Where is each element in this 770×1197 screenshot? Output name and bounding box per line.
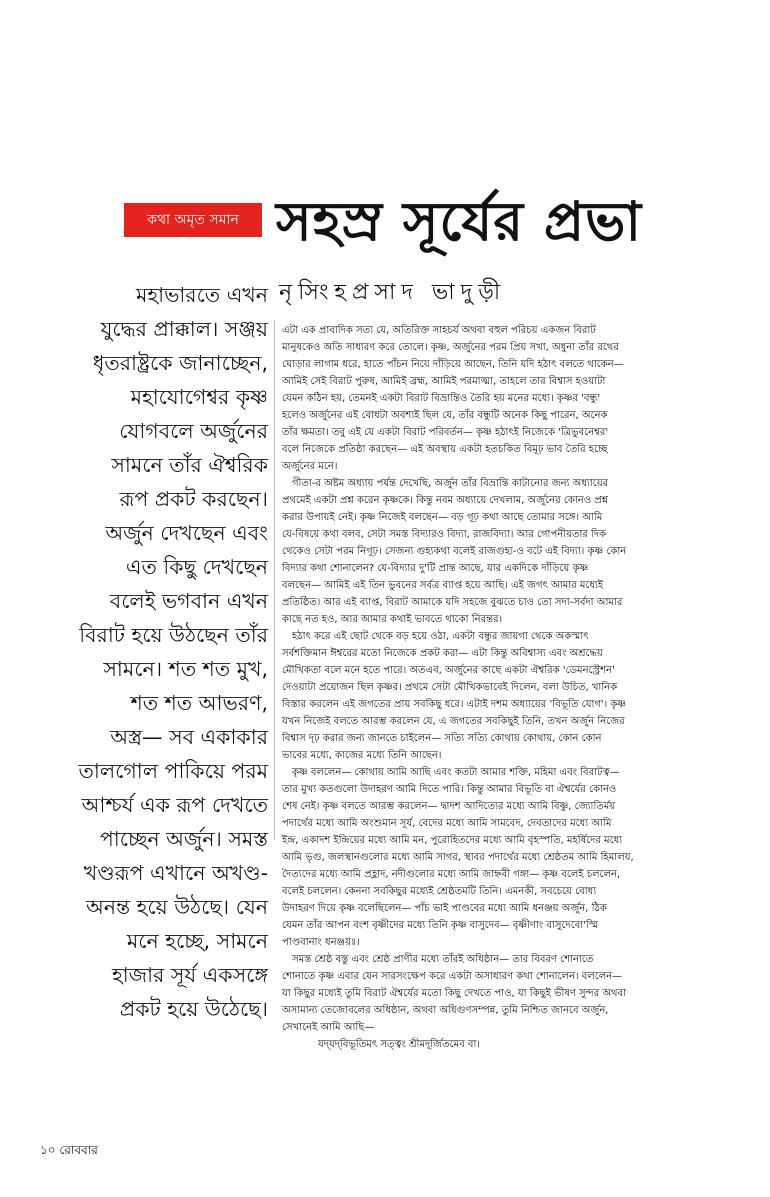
pull-quote-line: মহাভারতে এখন bbox=[135, 283, 268, 307]
pull-quote-line: রূপ প্রকট করছেন। bbox=[119, 487, 268, 511]
pull-quote-line: বলেই ভগবান এখন bbox=[109, 589, 268, 613]
text-line: মানুষকেও অতি সাধারণ করে তোলে। কৃষ্ণ, অর্জুনের পরম প্রিয় সখা, অধুনা তাঁর রথের bbox=[282, 342, 619, 353]
text-line: দৈত্যদের মধ্যে আমি প্রহ্লাদ, নদীগুলোর মধ্যে আমি জাহ্নবী গঙ্গা— কৃষ্ণ বলেই চললেন, bbox=[282, 869, 621, 880]
paragraph bbox=[282, 322, 682, 475]
text-line: ভাবের মধ্যে, কাজের মধ্যে তিনি আছেন। bbox=[282, 750, 442, 761]
text-line: বলেই চললেন। কেননা সবকিছুর মধ্যেই শ্রেষ্ঠতমটি তিনি। এমনকী, সবচেয়ে বোধ্য bbox=[282, 886, 597, 897]
text-line: করার উপায়ই নেই। কৃষ্ণ নিজেই বলছেন— বড় গূঢ় কথা আছে তোমার সঙ্গে। আমি bbox=[282, 512, 603, 523]
text-line: যেমন তাঁর আপন বংশ বৃষ্ণীদের মধ্যে তিনি কৃষ্ণ বাসুদেব— বৃষ্ণীণাং বাসুদেবো'স্মি bbox=[282, 920, 598, 931]
text-line: কাছে নত হও, আর আমার কথাই ভাবতে থাকো নিরন্তর। bbox=[282, 614, 503, 625]
text-line: আমি ভৃগু, জলস্থানগুলোর মধ্যে আমি সাগর, স্থাবর পদার্থের মধ্যে শ্রেষ্ঠতম আমি হিমালয়, bbox=[282, 852, 634, 863]
pull-quote-line: সামনে তাঁর ঐশ্বরিক bbox=[111, 453, 268, 477]
pull-quote-line: শত শত আভরণ, bbox=[130, 691, 268, 715]
text-line: যেমন কঠিন হয়, তেমনই একটা বিরাট বিভ্রান্তিও তৈরি হয় মনের মধ্যে। কৃষ্ণর 'বন্ধু' bbox=[282, 393, 601, 404]
pull-quote-line: পাচ্ছেন অর্জুন। সমস্ত bbox=[99, 827, 268, 851]
pull-quote-line: তালগোল পাকিয়ে পরম bbox=[78, 759, 268, 783]
text-line: তার মুখ্য কতগুলো উদাহরণ আমি দিতে পারি। কিন্তু আমার বিভূতি বা ঐশ্বর্যের কোনও bbox=[282, 784, 617, 795]
column-divider bbox=[274, 320, 275, 840]
sanskrit-verse: যদ্‌যদ্‌বিভূতিমৎ সত্ত্বং শ্রীমদূর্জিতমেব বা। bbox=[318, 1039, 480, 1050]
pull-quote-line: অনন্ত হয়ে উঠছে। যেন bbox=[85, 895, 268, 919]
text-line: ইন্দ্র, একাদশ ইন্দ্রিয়ের মধ্যে আমি মন, পুরোহিতদের মধ্যে আমি বৃহস্পতি, মহর্ষিদের মধ্যে bbox=[282, 835, 623, 846]
text-line: পদার্থের মধ্যে আমি অংশুমান সূর্য, বেদের মধ্যে আমি সামবেদ, দেবতাদের মধ্যে আমি bbox=[282, 818, 612, 829]
text-line: আমিই সেই বিরাট পুরুষ, আমিই ব্রহ্ম, আমিই পরমাত্মা, তাহলে তার বিশ্বাস হওয়াটা bbox=[282, 376, 606, 387]
text-line: অর্জুনের মনে। bbox=[282, 461, 338, 472]
page-folio: ১০ রোববার bbox=[40, 1143, 98, 1157]
text-line: থেকেও সেটা পরম নিগূঢ়। সেজন্য গুহ্যকথা বলেই রাজগুহ্য-ও বটে এই বিদ্যা। কৃষ্ণ কোন bbox=[282, 546, 627, 557]
pull-quote-line: ধৃতরাষ্ট্রকে জানাচ্ছেন, bbox=[92, 351, 268, 375]
text-line: বিশ্বাস দৃঢ় করার জন্য জানতে চাইলেন— সত্যি সত্যি কোথায় কোথায়, কোন কোন bbox=[282, 733, 602, 744]
pull-quote-line: হাজার সূর্য একসঙ্গে bbox=[112, 963, 268, 987]
text-line: মৌখিকতা বলে মনে হতে পারে। অতএব, অর্জুনের কাছে একটা ঐশ্বরিক 'ডেমনস্ট্রেশন' bbox=[282, 665, 615, 676]
text-line: প্রথমেই একটা প্রশ্ন করেন কৃষ্ণকে। কিন্তু নবম অধ্যায়ে দেখলাম, অর্জুনের কোনও প্রশ্ন bbox=[282, 495, 609, 506]
paragraph bbox=[282, 628, 682, 764]
paragraph bbox=[282, 475, 682, 628]
text-line: হলেও অর্জুনের এই বোধটা অবশ্যই ছিল যে, তাঁর বন্ধুটি অনেক কিছু পারেন, অনেক bbox=[282, 410, 608, 421]
text-line: শোনাতে কৃষ্ণ এবার যেন সারসংক্ষেপ করে একটা অসাধারণ কথা শোনালেন। বললেন— bbox=[282, 971, 623, 982]
text-line: বলছেন— আমিই এই তিন ভুবনের সর্বত্র ব্যাপ্ত হয়ে আছি। এই জগৎ আমার মধ্যেই bbox=[282, 580, 604, 591]
paragraph bbox=[282, 951, 682, 1036]
text-line: যা কিছুর মধ্যেই তুমি বিরাট ঐশ্বর্যের মতো কিছু দেখতে পাও, যা কিছুই ভীষণ সুন্দর অথবা bbox=[282, 988, 626, 999]
pull-quote bbox=[40, 278, 268, 1021]
pull-quote-line: এত কিছু দেখছেন bbox=[125, 555, 268, 579]
pull-quote-line: আশ্চর্য এক রূপ দেখতে bbox=[81, 793, 268, 817]
text-line: উদাহরণ দিয়ে কৃষ্ণ বলেছিলেন— পাঁচ ভাই পাণ্ডবের মধ্যে আমি ধনঞ্জয় অর্জুন, ঠিক bbox=[282, 903, 607, 914]
article-body bbox=[282, 322, 682, 1082]
text-line: এটা এক প্রাবাদিক সত্য যে, অতিরিক্ত সাহচর্য অথবা বহুল পরিচয় একজন বিরাট bbox=[282, 325, 596, 336]
text-line: তাঁর ক্ষমতা। তবু এই যে একটা বিরাট পরিবর্তন— কৃষ্ণ হঠাৎই নিজেকে 'ত্রিভুবনেশ্বর' bbox=[282, 427, 609, 438]
text-line: সর্বশক্তিমান ঈশ্বরের মতো নিজেকে প্রকট করা— এটা কিন্তু অবিশ্বাস্য এবং অশ্রদ্ধেয় bbox=[282, 648, 603, 659]
text-line: যখন নিজেই বলতে আরম্ভ করলেন যে, এ জগতের সবকিছুই তিনি, তখন অর্জুন নিজের bbox=[282, 716, 625, 727]
text-line: বিদ্যার কথা শোনালেন? যে-বিদ্যার দু'টি প্রান্ত আছে, যার একদিকে দাঁড়িয়ে কৃষ্ণ bbox=[282, 563, 589, 574]
pull-quote-line: বিরাট হয়ে উঠছেন তাঁর bbox=[79, 623, 268, 647]
article-title: সহস্র সূর্যের প্রভা bbox=[276, 189, 643, 253]
text-line: বলে নিজেকে প্রতিষ্ঠা করছেন— এই অবস্থায় একটা হতচকিত বিমূঢ় ভাব তৈরি হচ্ছে bbox=[282, 444, 608, 455]
pull-quote-line: মনে হচ্ছে, সামনে bbox=[126, 929, 268, 953]
pull-quote-line: অর্জুন দেখছেন এবং bbox=[105, 521, 268, 545]
text-line: পাণ্ডবানাং ধনঞ্জয়ঃ। bbox=[282, 937, 360, 948]
text-line: ঘোড়ার লাগাম ধরে, হাতে পাঁচন নিয়ে দাঁড়িয়ে আছেন, তিনি যদি হঠাৎ বলতে থাকেন— bbox=[282, 359, 624, 370]
pull-quote-line: অস্ত্র— সব একাকার bbox=[110, 725, 268, 749]
pull-quote-line: প্রকট হয়ে উঠেছে। bbox=[119, 997, 268, 1021]
pull-quote-line: যোগবলে অর্জুনের bbox=[119, 419, 268, 443]
text-line: হঠাৎ করে এই ছোট থেকে বড় হয়ে ওঠা, একটা বন্ধুর জায়গা থেকে অকস্মাৎ bbox=[292, 631, 589, 642]
section-tag: কথা অমৃত সমান bbox=[124, 203, 262, 237]
text-line: সেখানেই আমি আছি— bbox=[282, 1022, 375, 1033]
text-line: গীতা-র অষ্টম অধ্যায় পর্যন্ত দেখেছি, অর্জুন তাঁর বিভ্রান্তি কাটানোর জন্য অধ্যায়ের bbox=[292, 478, 609, 489]
text-line: দেওয়াটা প্রয়োজন ছিল কৃষ্ণর। প্রথমে সেটা মৌখিকভাবেই দিলেন, বলা উচিত, খানিক bbox=[282, 682, 618, 693]
text-line: অসামান্য তেজোবলের অধিষ্ঠান, অথবা অধিগুণসম্পন্ন, তুমি নিশ্চিত জানবে অর্জুন, bbox=[282, 1005, 609, 1016]
paragraph bbox=[282, 764, 682, 951]
text-line: কৃষ্ণ বললেন— কোথায় আমি আছি এবং কতটা আমার শক্তি, মহিমা এবং বিরাটত্ব— bbox=[292, 767, 620, 778]
pull-quote-line: যুদ্ধের প্রাক্কাল। সঞ্জয় bbox=[100, 317, 268, 341]
author-byline: নৃসিংহপ্রসাদ ভাদুড়ী bbox=[279, 280, 507, 305]
text-line: শেষ নেই। কৃষ্ণ বলতে আরম্ভ করলেন— দ্বাদশ আদিত্যের মধ্যে আমি বিষ্ণু, জ্যোতির্ময় bbox=[282, 801, 616, 812]
text-line: বিস্তার করলেন এই জগতের প্রায় সবকিছু ধরে। এটাই দশম অধ্যায়ের 'বিভূতি যোগ'। কৃষ্ণ bbox=[282, 699, 627, 710]
pull-quote-line: খণ্ডরূপ এখানে অখণ্ড- bbox=[83, 861, 268, 885]
text-line: প্রতিষ্ঠিত। আর এই ব্যাপ্ত, বিরাট আমাকে যদি সহজে বুঝতে চাও তো সদা-সর্বদা আমার bbox=[282, 597, 623, 608]
text-line: সমস্ত শ্রেষ্ঠ বস্তু এবং শ্রেষ্ঠ প্রাণীর মধ্যে তাঁরই অধিষ্ঠান— তার বিবরণ শোনাতে bbox=[292, 954, 594, 965]
pull-quote-line: সামনে। শত শত মুখ, bbox=[103, 657, 268, 681]
pull-quote-line: মহাযোগেশ্বর কৃষ্ণ bbox=[130, 385, 268, 409]
text-line: যে-বিষয়ে কথা বলব, সেটা সমস্ত বিদ্যারও বিদ্যা, রাজবিদ্যা। আর গোপনীয়তার দিক bbox=[282, 529, 607, 540]
